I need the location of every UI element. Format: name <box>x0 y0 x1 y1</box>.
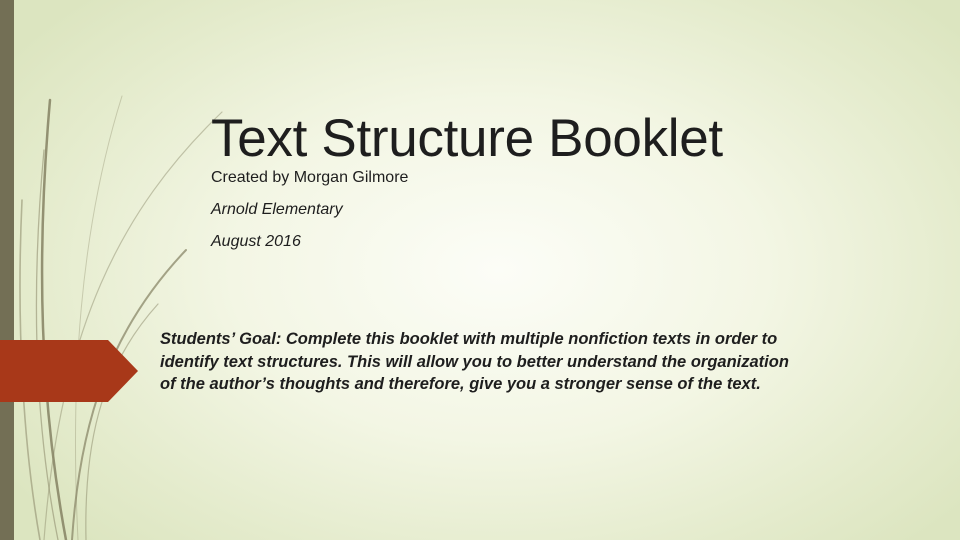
decorative-curved-lines <box>0 0 260 540</box>
author-line: Created by Morgan Gilmore <box>211 169 409 186</box>
accent-arrow-shape <box>0 340 138 402</box>
school-line: Arnold Elementary <box>211 201 343 218</box>
students-goal-text: Students’ Goal: Complete this booklet with multiple nonfiction texts in order to identify text structures. This will allow you to better understand the organization of the author’s thoughts and therefore, give you a stronger sense of the text. <box>160 330 789 393</box>
slide-title: Text Structure Booklet <box>211 109 723 168</box>
date-line: August 2016 <box>211 233 301 250</box>
